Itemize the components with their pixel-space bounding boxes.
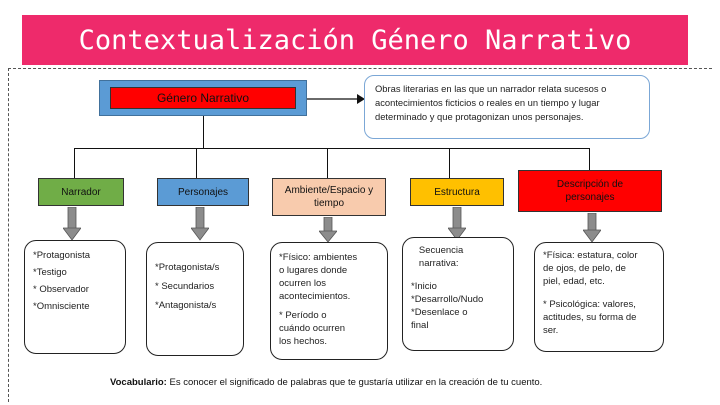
- card-line: ocurren los: [279, 278, 326, 289]
- root-node-label-box: [110, 87, 296, 109]
- card-line: Secuencia: [411, 245, 464, 256]
- card-line: *Físico: ambientes: [279, 252, 358, 263]
- connector-vertical: [203, 116, 204, 149]
- root-node: [99, 80, 307, 116]
- connector-drop: [449, 148, 450, 178]
- card-line: *Desarrollo/Nudo: [411, 294, 484, 305]
- vocabulary-label: Vocabulario:: [110, 377, 167, 388]
- card-line: [543, 288, 655, 298]
- root-node-label: Género Narrativo: [156, 91, 250, 105]
- card-line: *Desenlace o: [411, 307, 468, 318]
- card-line: *Protagonista: [33, 250, 91, 261]
- card-line: actitudes, su forma de: [543, 312, 637, 323]
- connector-horizontal: [74, 148, 590, 149]
- vocabulary-text: Es conocer el significado de palabras que te gustaría utilizar en la creación de tu cuento.: [169, 377, 543, 388]
- card-line: * Observador: [33, 284, 89, 295]
- category-descripcion: [518, 170, 662, 212]
- card-line: *Antagonista/s: [155, 300, 217, 311]
- card-estructura: [402, 237, 514, 351]
- definition-arrow: [307, 92, 367, 106]
- vocabulary-note: [110, 377, 670, 388]
- card-line: * Psicológica: valores,: [543, 299, 636, 310]
- down-arrow: [448, 207, 466, 241]
- card-line: los hechos.: [279, 336, 328, 347]
- card-descripcion: [534, 242, 664, 352]
- card-line: final: [411, 320, 429, 331]
- card-line: *Protagonista/s: [155, 262, 220, 273]
- category-ambiente: [272, 178, 386, 216]
- definition-line: acontecimientos ficticios o reales en un tiempo y lugar: [375, 97, 600, 108]
- page-title: Contextualización Género Narrativo: [78, 24, 632, 56]
- down-arrow: [63, 207, 81, 241]
- card-line: piel, edad, etc.: [543, 276, 605, 287]
- definition-line: Obras literarias en las que un narrador relata sucesos o: [375, 83, 607, 94]
- card-line: [411, 270, 505, 280]
- category-label: Estructura: [434, 186, 480, 198]
- connector-drop: [327, 148, 328, 178]
- card-line: * Secundarios: [155, 281, 215, 292]
- category-label: Personajes: [177, 186, 229, 198]
- category-label: Narrador: [61, 186, 101, 198]
- down-arrow: [583, 213, 601, 243]
- category-label: Descripción de personajes: [556, 179, 624, 203]
- card-line: *Testigo: [33, 267, 67, 278]
- category-personajes: [157, 178, 249, 206]
- card-line: o lugares donde: [279, 265, 348, 276]
- down-arrow: [319, 217, 337, 243]
- card-ambiente: [270, 242, 388, 360]
- category-label: Ambiente/Espacio y tiempo: [284, 185, 374, 209]
- card-line: *Inicio: [411, 281, 437, 292]
- card-line: * Período o: [279, 310, 327, 321]
- card-line: *Omnisciente: [33, 301, 90, 312]
- connector-drop: [196, 148, 197, 178]
- connector-drop: [589, 148, 590, 170]
- category-narrador: [38, 178, 124, 206]
- card-line: de ojos, de pelo, de: [543, 263, 626, 274]
- down-arrow: [191, 207, 209, 241]
- card-narrador: [24, 240, 126, 354]
- title-banner: [22, 15, 688, 65]
- card-personajes: [146, 242, 244, 356]
- connector-drop: [74, 148, 75, 178]
- definition-box: [364, 75, 650, 139]
- card-line: narrativa:: [411, 258, 459, 269]
- card-line: cuándo ocurren: [279, 323, 346, 334]
- card-line: ser.: [543, 325, 559, 336]
- card-line: *Física: estatura, color: [543, 250, 638, 261]
- card-line: acontecimientos.: [279, 291, 351, 302]
- category-estructura: [410, 178, 504, 206]
- definition-line: determinado y que protagonizan unos personajes.: [375, 111, 584, 122]
